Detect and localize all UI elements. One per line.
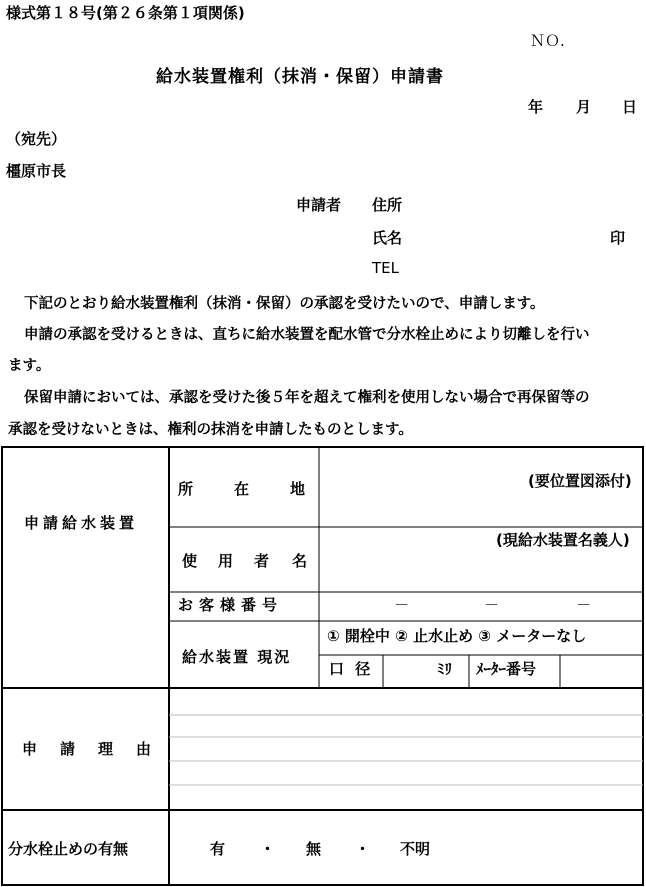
paragraph-2-line-2: ます。	[8, 358, 51, 374]
user-note: (現給水装置名義人)	[496, 531, 630, 549]
branch-stop-separator-1: ・	[260, 840, 276, 858]
applicant-label: 申請者	[296, 196, 342, 214]
diameter-label: 口 径	[329, 660, 374, 678]
customer-number-dash-2: －	[484, 596, 500, 614]
location-label-1: 所	[178, 480, 194, 498]
date-year-label: 年	[528, 98, 544, 116]
date-day-label: 日	[622, 98, 638, 116]
status-options: ① 開栓中 ② 止水止め ③ メーターなし	[327, 627, 587, 645]
reason-label-1: 申	[22, 740, 38, 758]
customer-number-label: お客様番号	[178, 596, 284, 614]
paragraph-3-line-1: 保留申請においては、承認を受けた後５年を超えて権利を使用しない場合で再保留等の	[24, 390, 590, 406]
section-device-label: 申請給水装置	[24, 514, 139, 532]
user-label-3: 者	[254, 552, 270, 570]
user-label-1: 使	[182, 552, 198, 570]
diameter-unit: ﾐﾘ	[437, 660, 453, 678]
date-month-label: 月	[576, 98, 592, 116]
addressee-label: （宛先）	[6, 130, 67, 148]
user-label-4: 名	[292, 552, 308, 570]
applicant-name-label: 氏名	[372, 229, 403, 247]
customer-number-dash-3: －	[576, 596, 592, 614]
branch-stop-option-yes: 有	[210, 840, 226, 858]
applicant-tel-label: TEL	[372, 259, 399, 277]
applicant-address-label: 住所	[372, 196, 403, 214]
branch-stop-option-unknown: 不明	[400, 840, 431, 858]
reason-label-2: 請	[60, 740, 76, 758]
paragraph-1: 下記のとおり給水装置権利（抹消・保留）の承認を受けたいので、申請します。	[24, 296, 545, 312]
location-label-2: 在	[234, 480, 250, 498]
reason-label-4: 由	[136, 740, 152, 758]
status-label: 給水装置 現況	[182, 648, 292, 666]
form-number: 様式第１８号(第２６条第１項関係)	[6, 4, 245, 22]
location-note: (要位置図添付)	[528, 472, 632, 490]
seal-label: 印	[610, 229, 626, 247]
branch-stop-separator-2: ・	[355, 840, 371, 858]
user-label-2: 用	[218, 552, 234, 570]
location-label-3: 地	[290, 480, 306, 498]
branch-stop-option-no: 無	[306, 840, 322, 858]
meter-number-label: ﾒｰﾀｰ番号	[476, 660, 537, 678]
paragraph-3-line-2: 承認を受けないときは、権利の抹消を申請したものとします。	[8, 422, 413, 438]
addressee: 橿原市長	[6, 162, 67, 180]
document-number-label: ＮＯ.	[530, 32, 565, 50]
page-title: 給水装置権利（抹消・保留）申請書	[156, 67, 444, 87]
reason-label-3: 理	[98, 740, 114, 758]
paragraph-2-line-1: 申請の承認を受けるときは、直ちに給水装置を配水管で分水栓止めにより切離しを行い	[24, 327, 590, 343]
customer-number-dash-1: －	[394, 596, 410, 614]
branch-stop-label: 分水栓止めの有無	[8, 840, 129, 858]
